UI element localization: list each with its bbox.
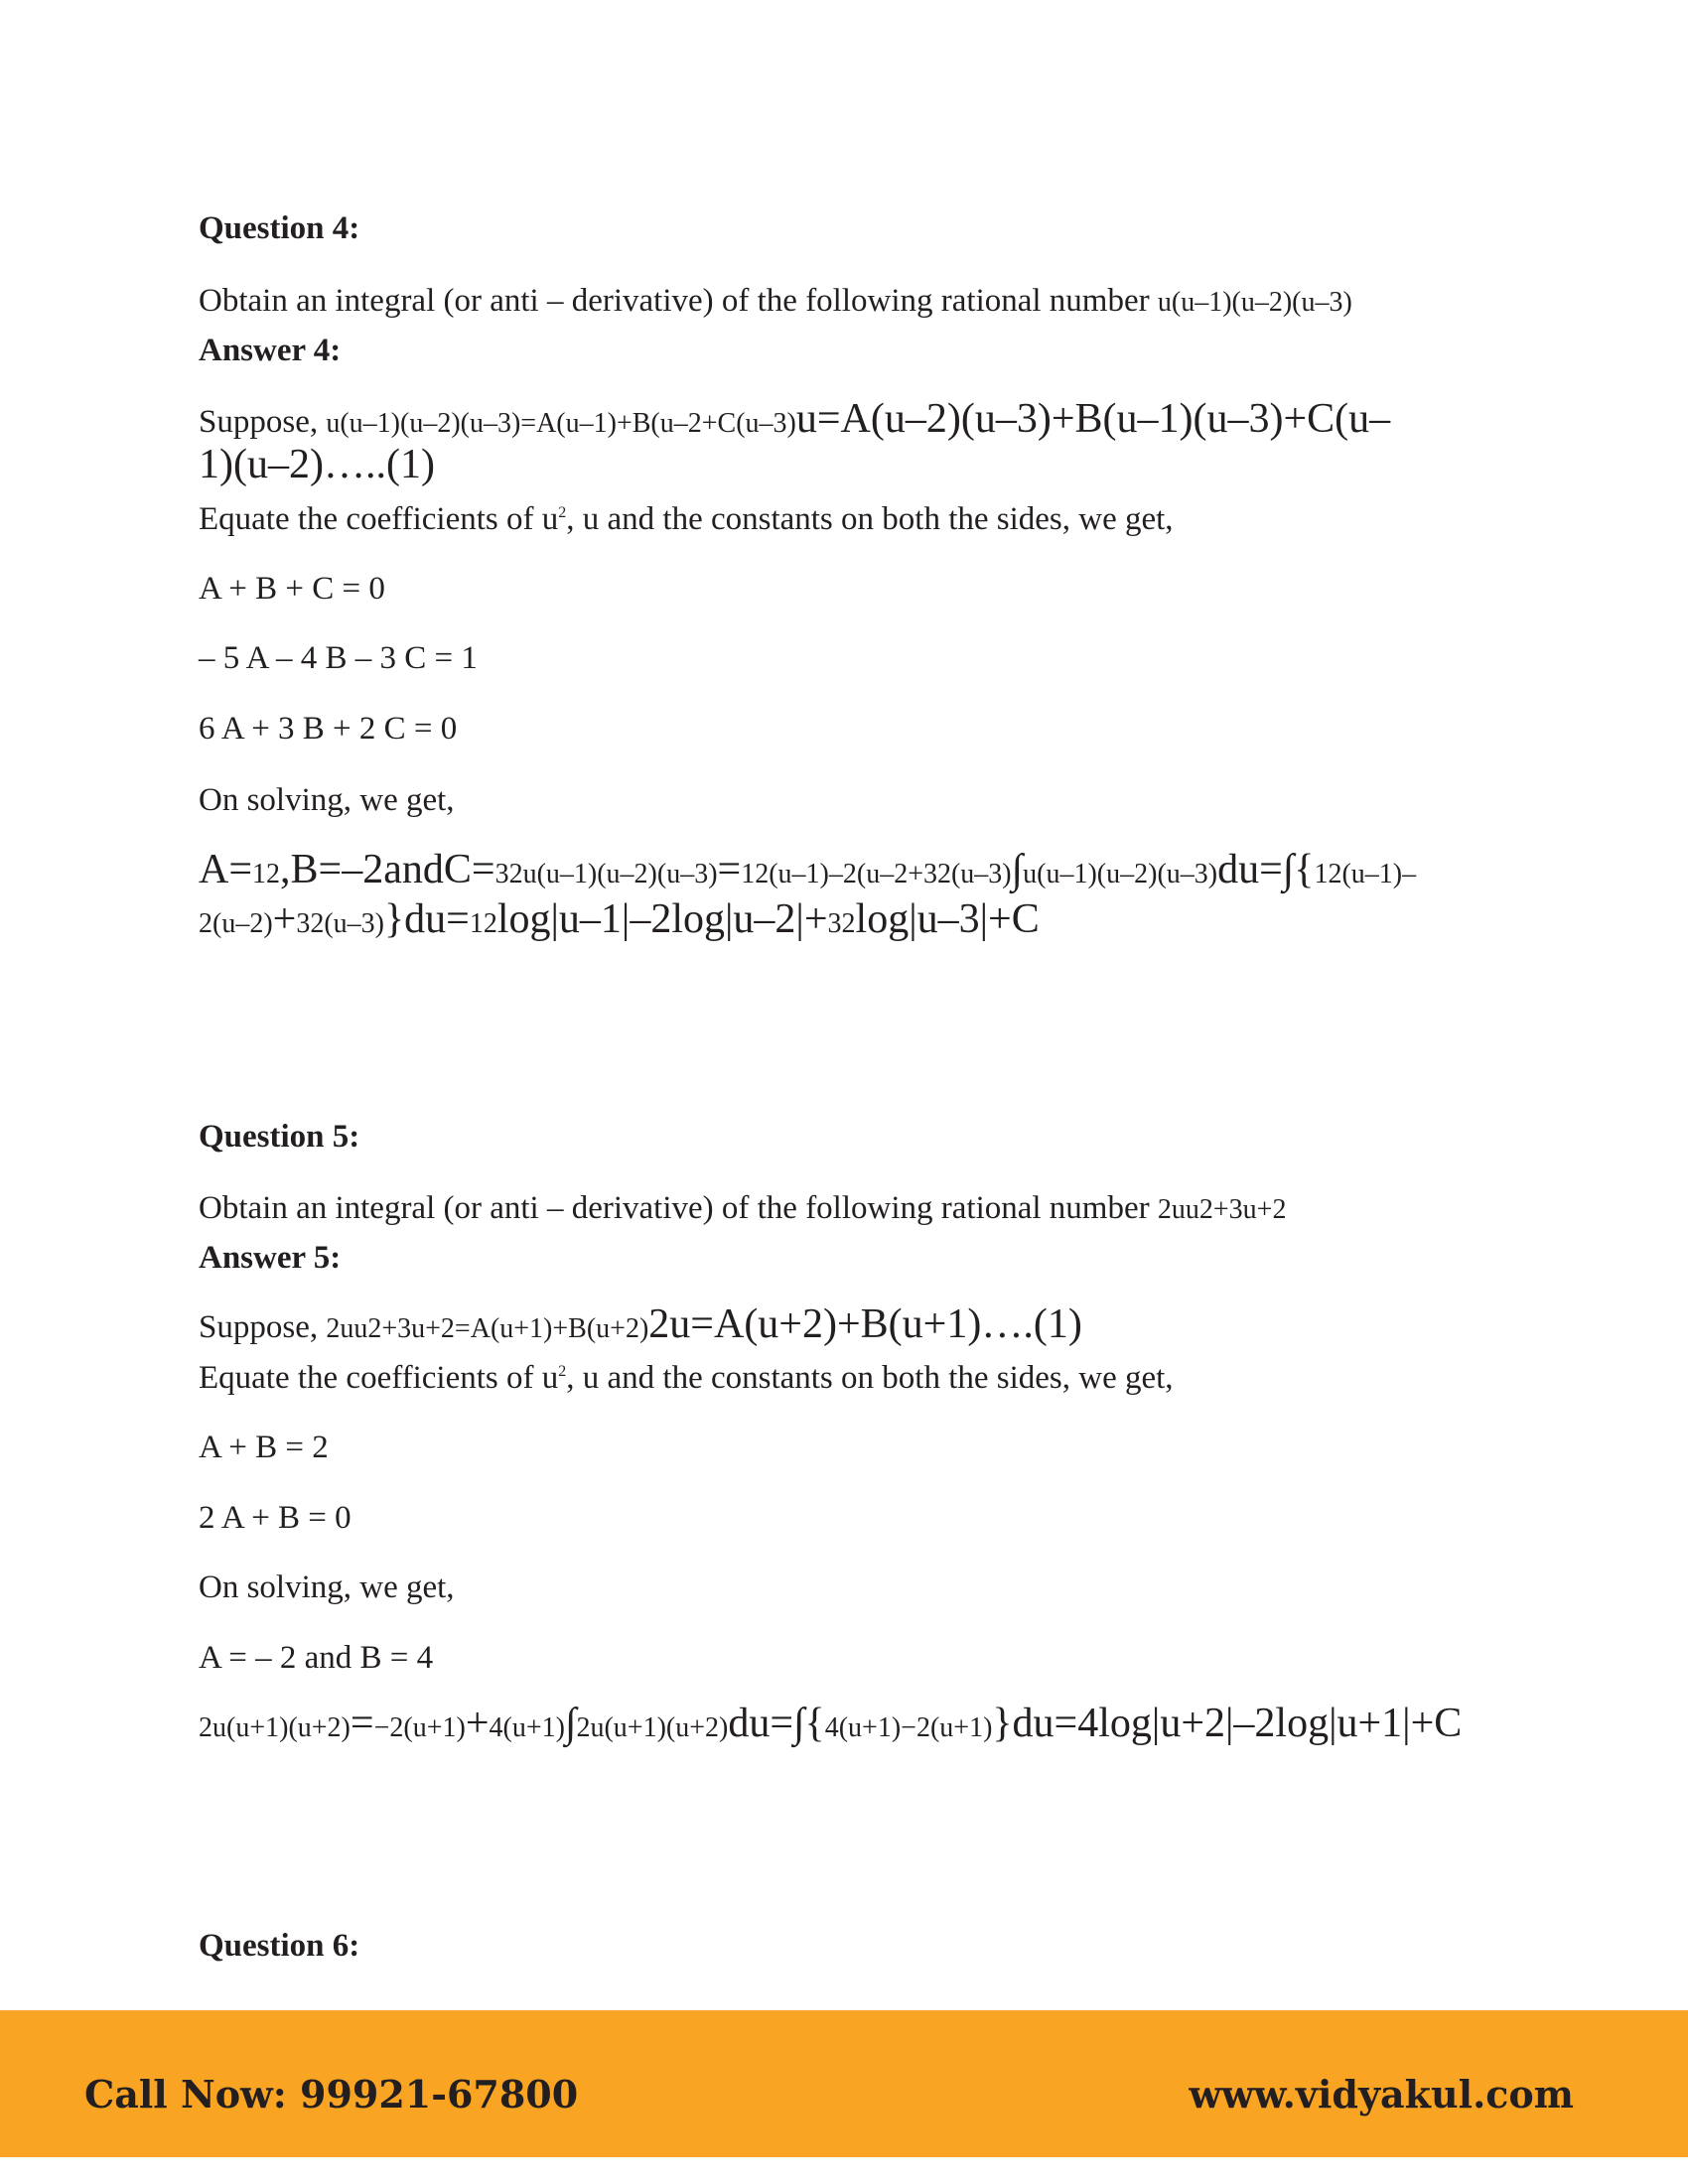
sol-part: +: [272, 896, 297, 942]
sol-part: 12: [469, 908, 497, 939]
final-part: du=∫{: [728, 1701, 825, 1746]
footer-bar: [0, 2010, 1688, 2157]
final-part: =: [350, 1701, 374, 1746]
equate-superscript: 2: [558, 504, 567, 521]
website-link[interactable]: www.vidyakul.com: [1189, 2072, 1574, 2116]
integral-sign: ∫: [564, 1701, 577, 1746]
suppose-big-expression: u=A(u–2)(u–3)+B(u–1)(u–3)+C(u–: [795, 396, 1391, 442]
question-6-heading: Question 6:: [199, 1928, 360, 1964]
equation-3: 6 A + 3 B + 2 C = 0: [199, 711, 458, 747]
sol-part: A=: [199, 847, 253, 892]
answer-5-heading: Answer 5:: [199, 1240, 342, 1276]
suppose-label: Suppose,: [199, 1309, 327, 1345]
sol-part: 2(u–2): [199, 908, 273, 939]
equation-1: A + B = 2: [199, 1430, 329, 1465]
equate-text-start: Equate the coefficients of u: [199, 1360, 559, 1396]
answer-5-equate-text: [199, 1360, 1174, 1397]
question-4-heading: Question 4:: [199, 210, 360, 246]
equate-superscript: 2: [558, 1363, 567, 1380]
sol-part: ,B=–2andC=: [280, 847, 495, 892]
sol-part: 32: [827, 908, 856, 939]
equate-text-end: , u and the constants on both the sides, we get,: [566, 501, 1174, 537]
call-now-text[interactable]: Call Now: 99921-67800: [84, 2072, 579, 2116]
sol-part: log|u–1|–2log|u–2|+: [496, 896, 828, 942]
sol-part: 12: [252, 859, 281, 889]
sol-part: u(u–1)(u–2)(u–3): [1023, 859, 1218, 889]
sol-part: }du=: [384, 896, 470, 942]
equation-2: – 5 A – 4 B – 3 C = 1: [199, 640, 478, 676]
sol-part: 12(u–1)–: [1314, 859, 1417, 889]
answer-4-solution-line-1: [199, 846, 1416, 893]
final-part: }du=4log|u+2|–2log|u+1|+C: [992, 1701, 1463, 1746]
equate-text-end: , u and the constants on both the sides, we get,: [566, 1360, 1174, 1396]
sol-part: du=∫{: [1217, 847, 1315, 892]
question-5-prompt-expression: 2uu2+3u+2: [1157, 1194, 1287, 1225]
question-4-prompt-text: Obtain an integral (or anti – derivative) of the following rational number: [199, 283, 1158, 319]
final-part: −2(u+1): [373, 1712, 466, 1743]
suppose-label: Suppose,: [199, 404, 327, 440]
question-4-prompt-expression: u(u–1)(u–2)(u–3): [1157, 287, 1352, 318]
sol-part: 32(u–3): [296, 908, 384, 939]
answer-5-solving-text: On solving, we get,: [199, 1570, 455, 1605]
integral-sign: ∫: [1011, 847, 1024, 892]
sol-part: =: [717, 847, 742, 892]
equation-1: A + B + C = 0: [199, 571, 385, 607]
question-5-prompt-text: Obtain an integral (or anti – derivative) of the following rational number: [199, 1190, 1158, 1226]
answer-5-result: A = – 2 and B = 4: [199, 1640, 434, 1676]
answer-5-suppose-line: [199, 1300, 1082, 1348]
sol-part: 32u(u–1)(u–2)(u–3): [494, 859, 718, 889]
answer-4-suppose-line-2: 1)(u–2)…..(1): [199, 442, 435, 487]
equate-text-start: Equate the coefficients of u: [199, 501, 559, 537]
final-part: 4(u+1): [489, 1712, 565, 1743]
answer-4-suppose-line: [199, 395, 1390, 443]
equation-2: 2 A + B = 0: [199, 1500, 352, 1536]
final-part: 4(u+1)−2(u+1): [824, 1712, 993, 1743]
answer-4-solution-line-2: [199, 895, 1040, 943]
answer-4-equate-text: [199, 501, 1174, 538]
answer-5-final-line: [199, 1700, 1462, 1747]
question-5-heading: Question 5:: [199, 1119, 360, 1155]
final-part: 2u(u+1)(u+2): [576, 1712, 729, 1743]
answer-4-solving-text: On solving, we get,: [199, 782, 455, 818]
suppose-small-expression: u(u–1)(u–2)(u–3)=A(u–1)+B(u–2+C(u–3): [326, 408, 796, 439]
answer-4-heading: Answer 4:: [199, 333, 342, 368]
suppose-small-expression: 2uu2+3u+2=A(u+1)+B(u+2): [326, 1313, 649, 1344]
question-5-prompt: [199, 1190, 1286, 1227]
final-part: 2u(u+1)(u+2): [199, 1712, 351, 1743]
sol-part: log|u–3|+C: [855, 896, 1040, 942]
question-4-prompt: [199, 283, 1352, 320]
final-part: +: [465, 1701, 490, 1746]
sol-part: 12(u–1)–2(u–2+32(u–3): [741, 859, 1012, 889]
suppose-big-expression: 2u=A(u+2)+B(u+1)….(1): [648, 1301, 1082, 1347]
